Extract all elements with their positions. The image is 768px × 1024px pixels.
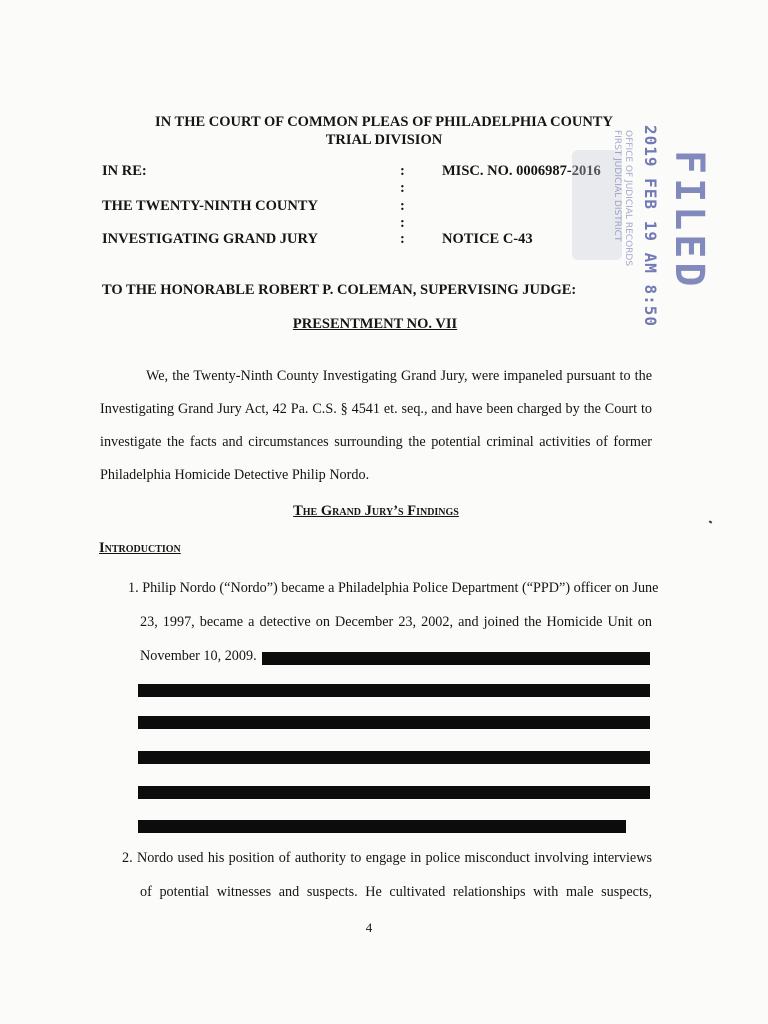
- court-name: IN THE COURT OF COMMON PLEAS OF PHILADELPHIA COUNTY: [155, 114, 613, 130]
- filing-office-stamp: [611, 130, 633, 266]
- caption-colon: :: [400, 180, 405, 196]
- caption-in-re: IN RE:: [102, 163, 147, 179]
- redaction-bar: [138, 684, 650, 697]
- redaction-bar: [138, 786, 650, 799]
- notice-number: NOTICE C-43: [442, 231, 533, 247]
- caption-county: THE TWENTY-NINTH COUNTY: [102, 198, 318, 214]
- filing-datetime-stamp: 2019 FEB 19 AM 8:50: [641, 125, 660, 328]
- page-number: 4: [365, 920, 373, 935]
- filed-stamp: FILED: [666, 150, 712, 291]
- misc-number: MISC. NO. 0006987-2016: [442, 163, 601, 179]
- redaction-bar: [138, 820, 626, 833]
- item2-line: 2. Nordo used his position of authority to engage in police misconduct involving interviews: [122, 850, 652, 866]
- stamp-office-line: FIRST JUDICIAL DISTRICT: [612, 130, 622, 242]
- addressee-line: TO THE HONORABLE ROBERT P. COLEMAN, SUPERVISING JUDGE:: [102, 282, 577, 298]
- stamp-office-line: OFFICE OF JUDICIAL RECORDS: [623, 130, 633, 267]
- intro-paragraph-line: We, the Twenty-Ninth County Investigating Grand Jury, were impaneled pursuant to the: [146, 368, 652, 384]
- intro-paragraph-line: Investigating Grand Jury Act, 42 Pa. C.S. § 4541 et. seq., and have been charged by the Court to: [100, 401, 652, 417]
- presentment-title: PRESENTMENT NO. VII: [292, 316, 458, 332]
- caption-colon: :: [400, 163, 405, 179]
- redaction-bar: [262, 652, 650, 665]
- caption-colon: :: [400, 231, 405, 247]
- caption-colon: :: [400, 215, 405, 231]
- redaction-bar: [138, 751, 650, 764]
- redaction-bar: [138, 716, 650, 729]
- court-division: TRIAL DIVISION: [325, 132, 443, 148]
- item2-line: of potential witnesses and suspects. He cultivated relationships with male suspects,: [140, 884, 652, 900]
- item1-line: 1. Philip Nordo (“Nordo”) became a Philadelphia Police Department (“PPD”) officer on June: [128, 580, 659, 596]
- intro-paragraph-line: investigate the facts and circumstances surrounding the potential criminal activities of former: [100, 434, 652, 450]
- findings-heading: The Grand Jury’s Findings: [293, 503, 459, 519]
- caption-grand-jury: INVESTIGATING GRAND JURY: [102, 231, 318, 247]
- intro-paragraph-line: Philadelphia Homicide Detective Philip Nordo.: [100, 467, 370, 483]
- scan-speck: [709, 520, 713, 523]
- item1-line: November 10, 2009.: [140, 648, 257, 664]
- item1-line: 23, 1997, became a detective on December 23, 2002, and joined the Homicide Unit on: [140, 614, 652, 630]
- introduction-heading: Introduction: [99, 540, 181, 556]
- caption-colon: :: [400, 198, 405, 214]
